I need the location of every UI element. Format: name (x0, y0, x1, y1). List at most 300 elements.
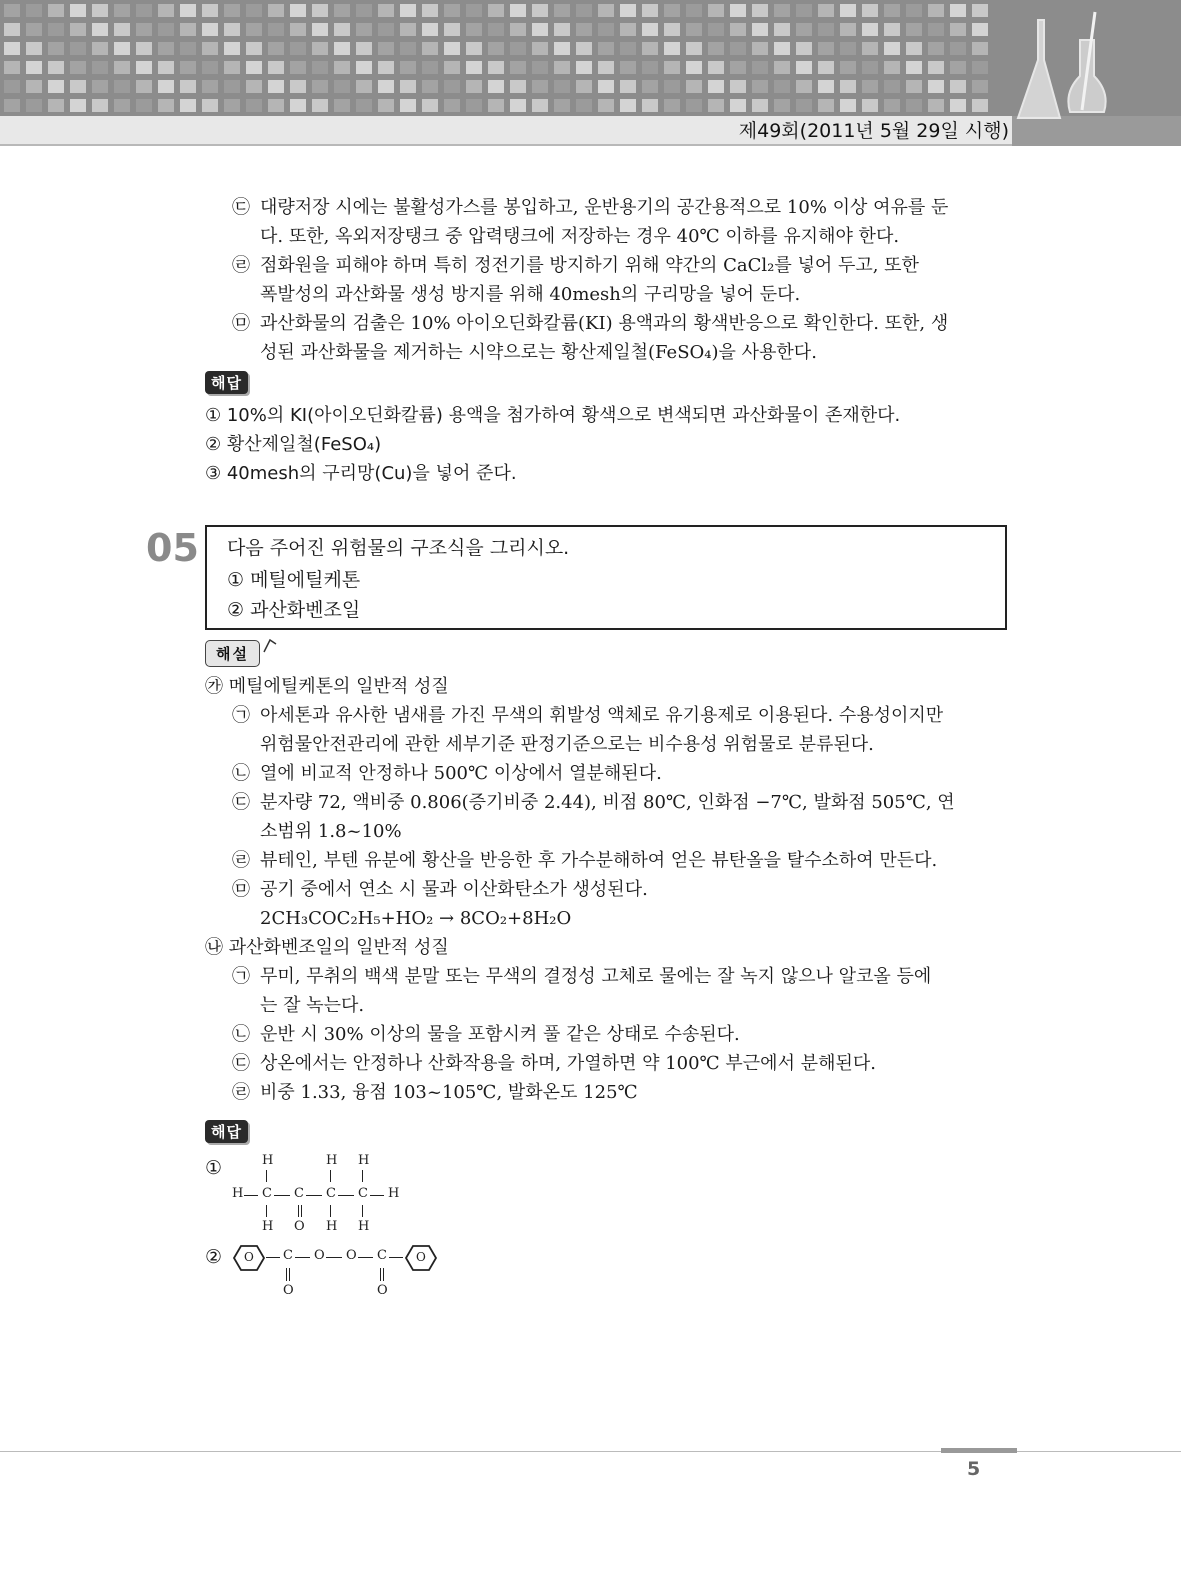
header-tile (202, 4, 218, 17)
header-tile (290, 23, 306, 36)
bond (266, 1170, 267, 1182)
header-tile (70, 42, 86, 55)
header-tile (686, 4, 702, 17)
header-tile (730, 42, 746, 55)
header-tile (532, 42, 548, 55)
header-tile (884, 4, 900, 17)
atom: H (262, 1153, 274, 1168)
item-line: 폭발성의 과산화물 생성 방지를 위해 40mesh의 구리망을 넣어 둔다. (260, 284, 801, 305)
header-tile (818, 61, 834, 74)
item-marker: ㉣ (232, 850, 250, 871)
question-number: 05 (146, 526, 199, 570)
item-line: 위험물안전관리에 관한 세부기준 판정기준으로는 비수용성 위험물로 분류된다. (260, 734, 874, 755)
atom: H (358, 1153, 370, 1168)
header-tile (752, 23, 768, 36)
header-tile (334, 80, 350, 93)
bond (383, 1268, 384, 1281)
bond (306, 1195, 322, 1196)
header-tile (136, 80, 152, 93)
header-tile (356, 80, 372, 93)
header-tile (334, 61, 350, 74)
bond (338, 1195, 354, 1196)
header-tile (708, 4, 724, 17)
header-tile (378, 80, 394, 93)
header-tile (598, 42, 614, 55)
header-tile (642, 61, 658, 74)
header-tile (312, 61, 328, 74)
header-tile (246, 61, 262, 74)
atom: H (232, 1186, 244, 1201)
header-tile (950, 99, 966, 112)
header-tile (312, 99, 328, 112)
atom: C (326, 1186, 336, 1201)
header-tile (246, 4, 262, 17)
header-tile (180, 61, 196, 74)
header-tile (554, 61, 570, 74)
header-tile (400, 61, 416, 74)
header-tile (532, 61, 548, 74)
item-marker: ㉢ (232, 1053, 250, 1074)
atom: C (262, 1186, 272, 1201)
bond (295, 1257, 310, 1258)
bond (326, 1257, 342, 1258)
header-tile (92, 61, 108, 74)
header-tile (180, 42, 196, 55)
header-tile (444, 42, 460, 55)
header-tile (708, 80, 724, 93)
header-tile (796, 42, 812, 55)
bond (274, 1195, 290, 1196)
header-tile (444, 99, 460, 112)
bond (358, 1257, 373, 1258)
header-tile (378, 99, 394, 112)
header-tile (290, 80, 306, 93)
header-tile (422, 99, 438, 112)
item-marker: ㉣ (232, 255, 250, 276)
bond (289, 1268, 290, 1281)
header-tile (4, 42, 20, 55)
header-tile (48, 23, 64, 36)
header-tile (378, 42, 394, 55)
bond (244, 1195, 258, 1196)
structure-1-marker: ① (205, 1157, 223, 1179)
header-tile (268, 80, 284, 93)
header-tile (92, 4, 108, 17)
header-tile (730, 80, 746, 93)
header-tile (620, 23, 636, 36)
item-marker: ㉢ (232, 792, 250, 813)
header-tile (180, 99, 196, 112)
header-tile (92, 23, 108, 36)
header-tile (246, 99, 262, 112)
bond (362, 1170, 363, 1182)
header-tile (664, 61, 680, 74)
item-marker: ㉡ (232, 763, 250, 784)
header-tile (356, 42, 372, 55)
header-tile (334, 99, 350, 112)
header-tile (598, 23, 614, 36)
header-tile (488, 61, 504, 74)
item-marker: ㉡ (232, 1024, 250, 1045)
bond (389, 1257, 403, 1258)
ring-center-label: O (244, 1250, 254, 1264)
header-tile (510, 23, 526, 36)
header-tile (290, 99, 306, 112)
header-tile (818, 23, 834, 36)
header-tile (466, 99, 482, 112)
header-tile (290, 42, 306, 55)
header-tile (708, 61, 724, 74)
header-tile (224, 23, 240, 36)
item-line: 비중 1.33, 융점 103~105℃, 발화온도 125℃ (260, 1082, 638, 1103)
header-tile (510, 99, 526, 112)
item-marker: ㉠ (232, 966, 250, 987)
header-tile (554, 42, 570, 55)
header-tile (664, 99, 680, 112)
header-tile (400, 42, 416, 55)
header-tile (48, 4, 64, 17)
header-tile (840, 61, 856, 74)
header-tile (774, 23, 790, 36)
atom: O (346, 1248, 357, 1263)
header-tile (862, 42, 878, 55)
header-tile (774, 4, 790, 17)
header-tile (488, 4, 504, 17)
header-tile (136, 42, 152, 55)
header-tile (378, 23, 394, 36)
header-tile (950, 23, 966, 36)
header-tile (290, 61, 306, 74)
bond (370, 1195, 384, 1196)
atom: H (326, 1219, 338, 1234)
section-heading: ㉮ 메틸에틸케톤의 일반적 성질 (205, 676, 449, 697)
header-tile (928, 80, 944, 93)
explanation-badge: 해설 (205, 640, 260, 667)
bond (380, 1268, 381, 1281)
item-line: 분자량 72, 액비중 0.806(증기비중 2.44), 비점 80℃, 인화점 −7℃, 발화점 505℃, 연 (260, 792, 955, 813)
atom: C (283, 1248, 293, 1263)
bond (330, 1205, 331, 1217)
item-marker: ㉤ (232, 313, 250, 334)
header-tile (840, 99, 856, 112)
question-prompt: 다음 주어진 위험물의 구조식을 그리시오. (227, 537, 570, 559)
header-tile (4, 4, 20, 17)
header-tile (4, 99, 20, 112)
header-tile (708, 23, 724, 36)
header-tile (92, 42, 108, 55)
header-tile (774, 61, 790, 74)
header-tile (862, 80, 878, 93)
header-tile (334, 4, 350, 17)
lab-glassware-icon (1000, 0, 1181, 146)
header-tile (70, 23, 86, 36)
header-tile (576, 99, 592, 112)
header-tile (774, 42, 790, 55)
bond (301, 1205, 302, 1217)
header-tile (928, 61, 944, 74)
header-tile (730, 23, 746, 36)
header-tile (950, 80, 966, 93)
item-marker: ㉠ (232, 705, 250, 726)
header-tile (422, 4, 438, 17)
atom: O (377, 1283, 388, 1298)
header-tile (246, 23, 262, 36)
header-tile (136, 99, 152, 112)
header-tile (708, 42, 724, 55)
header-tile (202, 23, 218, 36)
header-tile (136, 61, 152, 74)
header-tile (466, 80, 482, 93)
header-tile (268, 4, 284, 17)
header-tile (224, 42, 240, 55)
item-line: 아세톤과 유사한 냄새를 가진 무색의 휘발성 액체로 유기용제로 이용된다. 수용성이지만 (260, 705, 944, 726)
header-tile (356, 4, 372, 17)
header-tile (48, 99, 64, 112)
header-tile (840, 80, 856, 93)
header-tile (400, 99, 416, 112)
exam-title: 제49회(2011년 5월 29일 시행) (738, 120, 1009, 142)
header-tile (488, 42, 504, 55)
header-tile (730, 4, 746, 17)
header-tile (972, 61, 988, 74)
header-tile (48, 80, 64, 93)
header-tile (664, 42, 680, 55)
header-tile (532, 80, 548, 93)
atom: O (314, 1248, 325, 1263)
header-tile (48, 42, 64, 55)
header-tile (70, 61, 86, 74)
header-tile (796, 23, 812, 36)
header-tile (906, 99, 922, 112)
header-tile (884, 99, 900, 112)
header-tile (224, 99, 240, 112)
item-line: 열에 비교적 안정하나 500℃ 이상에서 열분해된다. (260, 763, 662, 784)
header-tile (158, 99, 174, 112)
header-tile (686, 80, 702, 93)
question-box (205, 525, 1007, 630)
header-tile (488, 99, 504, 112)
item-marker: ㉣ (232, 1082, 250, 1103)
header-tile (114, 42, 130, 55)
header-tile (840, 42, 856, 55)
header-tile (906, 61, 922, 74)
header-tile (664, 23, 680, 36)
header-tile (510, 61, 526, 74)
header-tile (620, 99, 636, 112)
header-tile (400, 4, 416, 17)
atom: O (294, 1219, 305, 1234)
header-tile (26, 4, 42, 17)
header-tile (554, 23, 570, 36)
header-tile (268, 99, 284, 112)
header-tile (158, 80, 174, 93)
header-tile (422, 61, 438, 74)
item-line: 대량저장 시에는 불활성가스를 봉입하고, 운반용기의 공간용적으로 10% 이상 여유를 둔 (260, 197, 949, 218)
answer-item: ② 황산제일철(FeSO₄) (205, 434, 382, 455)
header-tile (4, 23, 20, 36)
header-tile (796, 99, 812, 112)
header-tile (114, 23, 130, 36)
item-line: 상온에서는 안정하나 산화작용을 하며, 가열하면 약 100℃ 부근에서 분해된다. (260, 1053, 876, 1074)
header-tile (686, 99, 702, 112)
header-tile (620, 61, 636, 74)
header-tile (532, 4, 548, 17)
header-tile (686, 23, 702, 36)
header-tile (136, 4, 152, 17)
bond (266, 1205, 267, 1217)
header-tile (312, 4, 328, 17)
header-tile (818, 42, 834, 55)
header-tile (26, 61, 42, 74)
question-option-1: ① 메틸에틸케톤 (227, 569, 361, 591)
header-tile (510, 80, 526, 93)
header-tile (268, 23, 284, 36)
header-tile (730, 61, 746, 74)
item-line: 점화원을 피해야 하며 특히 정전기를 방지하기 위해 약간의 CaCl₂를 넣어 두고, 또한 (260, 255, 919, 276)
header-tile (796, 4, 812, 17)
header-tile (334, 23, 350, 36)
header-tile (818, 4, 834, 17)
header-tile (884, 42, 900, 55)
bond (362, 1205, 363, 1217)
item-line: 무미, 무취의 백색 분말 또는 무색의 결정성 고체로 물에는 잘 녹지 않으나 알코올 등에 (260, 966, 932, 987)
header-tile (334, 42, 350, 55)
header-tile (774, 80, 790, 93)
header-tile (972, 99, 988, 112)
header-tile (202, 42, 218, 55)
atom: C (358, 1186, 368, 1201)
header-tile (576, 42, 592, 55)
header-tile (598, 61, 614, 74)
header-tile (312, 80, 328, 93)
header-tile (972, 4, 988, 17)
header-tile (862, 61, 878, 74)
atom: O (283, 1283, 294, 1298)
item-line: 과산화물의 검출은 10% 아이오딘화칼륨(KI) 용액과의 황색반응으로 확인한다. 또한, 생 (260, 313, 949, 334)
header-tile (488, 80, 504, 93)
header-tile (466, 61, 482, 74)
item-line: 는 잘 녹는다. (260, 995, 365, 1016)
header-tile (114, 99, 130, 112)
header-tile (642, 99, 658, 112)
answer-item: ① 10%의 KI(아이오딘화칼륨) 용액을 첨가하여 황색으로 변색되면 과산화물이 존재한다. (205, 405, 901, 426)
header-tile (972, 80, 988, 93)
header-tile (950, 42, 966, 55)
header-tile (906, 80, 922, 93)
atom: H (326, 1153, 338, 1168)
header-tile (70, 99, 86, 112)
bond (286, 1268, 287, 1281)
header-tile (928, 4, 944, 17)
header-tile (158, 61, 174, 74)
header-tile (466, 23, 482, 36)
header-tile (246, 80, 262, 93)
header-tile (906, 23, 922, 36)
header-tile (422, 80, 438, 93)
header-tile (928, 23, 944, 36)
atom: H (262, 1219, 274, 1234)
header-tile (488, 23, 504, 36)
header-tile (598, 80, 614, 93)
header-tile (180, 80, 196, 93)
footer-accent-bar (941, 1448, 1017, 1453)
header-tile (356, 99, 372, 112)
header-tile (444, 4, 460, 17)
item-line: 2CH₃COC₂H₅+HO₂ → 8CO₂+8H₂O (260, 908, 572, 929)
header-tile (554, 99, 570, 112)
answer-badge-2: 해답 (205, 1120, 248, 1143)
header-tile (906, 4, 922, 17)
header-tile (884, 61, 900, 74)
header-tile (686, 61, 702, 74)
bond (298, 1205, 299, 1217)
header-tile (840, 23, 856, 36)
header-tile (136, 23, 152, 36)
header-tile (752, 99, 768, 112)
header-tile (312, 23, 328, 36)
header-tile (642, 42, 658, 55)
page-header (0, 0, 1181, 146)
header-tile (928, 42, 944, 55)
header-tile (730, 99, 746, 112)
header-tile (224, 80, 240, 93)
section-heading: ㉯ 과산화벤조일의 일반적 성질 (205, 937, 449, 958)
header-tile (818, 80, 834, 93)
header-tile (224, 61, 240, 74)
answer-item: ③ 40mesh의 구리망(Cu)을 넣어 준다. (205, 463, 517, 484)
header-tile (202, 80, 218, 93)
atom: H (358, 1219, 370, 1234)
header-tile (400, 23, 416, 36)
header-tile (466, 4, 482, 17)
header-tile (26, 80, 42, 93)
header-tile (576, 23, 592, 36)
header-tile (862, 4, 878, 17)
header-tile (884, 80, 900, 93)
header-tile (158, 23, 174, 36)
header-tile (532, 23, 548, 36)
answer-badge: 해답 (205, 371, 248, 394)
header-tile (180, 23, 196, 36)
header-tile (620, 80, 636, 93)
header-tile (862, 23, 878, 36)
item-line: 뷰테인, 부텐 유분에 황산을 반응한 후 가수분해하여 얻은 뷰탄올을 탈수소하여 만든다. (260, 850, 938, 871)
header-tile (444, 80, 460, 93)
header-tile (268, 42, 284, 55)
header-tile (4, 61, 20, 74)
header-tile (752, 61, 768, 74)
header-tile (114, 4, 130, 17)
item-line: 공기 중에서 연소 시 물과 이산화탄소가 생성된다. (260, 879, 648, 900)
item-marker: ㉤ (232, 879, 250, 900)
header-tile (576, 4, 592, 17)
item-line: 운반 시 30% 이상의 물을 포함시켜 풀 같은 상태로 수송된다. (260, 1024, 740, 1045)
bond (266, 1257, 280, 1258)
header-tile (686, 42, 702, 55)
ring-center-label: O (416, 1250, 426, 1264)
header-tile (642, 4, 658, 17)
question-option-2: ② 과산화벤조일 (227, 599, 361, 621)
header-tile (158, 42, 174, 55)
header-tile (26, 23, 42, 36)
header-tile (752, 42, 768, 55)
header-tile (620, 4, 636, 17)
header-tile (708, 99, 724, 112)
header-tile (356, 61, 372, 74)
atom: H (388, 1186, 400, 1201)
header-tile (92, 99, 108, 112)
header-tile (796, 80, 812, 93)
